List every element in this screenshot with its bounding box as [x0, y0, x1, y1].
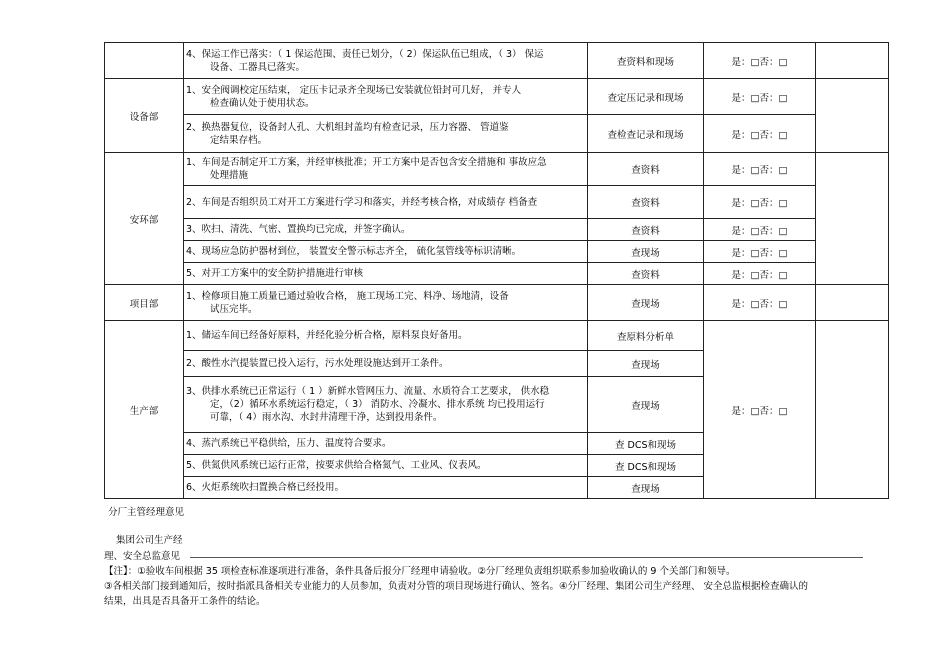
check-method: 查现场: [588, 351, 704, 377]
check-method: 查定压记录和现场: [588, 79, 704, 115]
check-item: [184, 219, 588, 241]
check-item: [184, 115, 588, 153]
check-item: [184, 186, 588, 219]
check-item-line: 1、检修项目施工质量已通过验收合格， 施工现场工完、料净、场地清，设备: [186, 290, 509, 302]
check-method: 查检查记录和现场: [588, 115, 704, 153]
check-item: [184, 351, 588, 377]
table-row: [105, 285, 889, 321]
check-result: 是：□否：□: [704, 79, 816, 115]
check-item-continuation: 定，（2）循环水系统运行稳定，（ 3） 消防水、冷凝水、排水系统 均已投用运行: [210, 399, 545, 410]
department-cell: 项目部: [105, 285, 184, 321]
table-row: [105, 241, 889, 263]
check-item: [184, 321, 588, 351]
signature-cell: [816, 43, 889, 79]
table-row: [105, 115, 889, 153]
opinion-fill-line: [190, 557, 863, 558]
check-result: 是：□否：□: [704, 285, 816, 321]
note-line-3: 结果，出具是否具备开工条件的结论。: [104, 596, 266, 607]
check-method: 查 DCS和现场: [588, 455, 704, 477]
check-item-line: 5、供氮供风系统已运行正常，按要求供给合格氮气、工业风、仪表风。: [186, 460, 487, 471]
check-item-line: 4、蒸汽系统已平稳供给，压力、温度符合要求。: [186, 438, 392, 449]
table-row: [105, 321, 889, 351]
check-method: 查资料和现场: [588, 43, 704, 79]
check-result: 是：□否：□: [704, 43, 816, 79]
group-opinion-label-line2: 理、安全总监意见: [104, 551, 181, 562]
check-result: 是：□否：□: [704, 115, 816, 153]
check-method: 查现场: [588, 241, 704, 263]
department-cell: 生产部: [105, 321, 184, 499]
check-item-continuation: 可靠，（ 4）雨水沟、水封井清理干净，达到投用条件。: [210, 412, 443, 423]
note-line-1: 【注】：①验收车间根据 35 项检查标准逐项进行准备，条件具备后报分厂经理申请验收。②分厂经理负责组织联系参加验收确认的 9 个关部门和领导。: [104, 566, 736, 577]
check-item-continuation: 试压完毕。: [210, 303, 258, 315]
department-cell: 安环部: [105, 153, 184, 285]
check-result: 是：□否：□: [704, 241, 816, 263]
check-result: 是：□否：□: [704, 153, 816, 186]
check-result: 是：□否：□: [704, 321, 816, 499]
check-item-line: 2、酸性水汽提装置已投入运行，污水处理设施达到开工条件。: [186, 358, 449, 369]
check-item-line: 1、安全阀调校定压结束， 定压卡记录齐全现场已安装就位铅封可几好， 并专人: [186, 84, 522, 96]
check-item: [184, 153, 588, 186]
check-item: [184, 477, 588, 499]
check-item-line: 2、车间是否组织员工对开工方案进行学习和落实，并经考核合格，对成绩存 档备查: [186, 196, 538, 208]
check-item: [184, 455, 588, 477]
check-item-line: 3、供排水系统已正常运行（ 1 ）新鲜水管网压力、流量、水质符合工艺要求， 供水稳: [186, 386, 550, 397]
check-item-line: 4、保运工作已落实：（ 1 保运范围、责任已划分，（ 2）保运队伍已组成，（ 3） 保运: [186, 48, 544, 60]
check-method: 查资料: [588, 186, 704, 219]
check-item-continuation: 定结果存档。: [210, 134, 268, 146]
check-method: 查现场: [588, 377, 704, 433]
check-method: 查 DCS和现场: [588, 433, 704, 455]
check-item: [184, 79, 588, 115]
signature-cell: [816, 79, 889, 153]
check-method: 查原料分析单: [588, 321, 704, 351]
check-method: 查资料: [588, 153, 704, 186]
check-item: [184, 285, 588, 321]
check-item-line: 1、车间是否制定开工方案，并经审核批准；开工方案中是否包含安全措施和 事故应急: [186, 157, 547, 168]
table-row: [105, 79, 889, 115]
signature-cell: [816, 321, 889, 499]
signature-cell: [816, 285, 889, 321]
check-item-line: 5、对开工方案中的安全防护措施进行审核: [186, 268, 364, 279]
check-item: [184, 263, 588, 285]
note-line-2: ③各相关部门接到通知后，按时指派具备相关专业能力的人员参加，负责对分管的项目现场进行确认、签名。④分厂经理、集团公司生产经理、 安全总监根据检查确认的: [104, 581, 809, 592]
check-result: 是：□否：□: [704, 263, 816, 285]
check-item-line: 3、吹扫、清洗、气密、置换均已完成，并签字确认。: [186, 224, 411, 235]
table-row: [105, 263, 889, 285]
table-row: [105, 153, 889, 186]
table-row: [105, 43, 889, 79]
check-item-line: 1、储运车间已经备好原料，并经化验分析合格，原料泵良好备用。: [186, 330, 468, 341]
signature-cell: [816, 153, 889, 285]
check-item-line: 2、换热器复位，设备封人孔、大机组封盖均有检查记录，压力容器、 管道鉴: [186, 121, 509, 133]
inspection-checklist-table: [104, 42, 889, 499]
check-item-continuation: 设备、工器具已落实。: [210, 61, 306, 73]
check-item: [184, 433, 588, 455]
check-method: 查现场: [588, 477, 704, 499]
manager-opinion-label: 分厂主管经理意见: [108, 507, 185, 518]
check-result: 是：□否：□: [704, 186, 816, 219]
check-method: 查现场: [588, 285, 704, 321]
check-item-line: 4、现场应急防护器材到位， 装置安全警示标志齐全， 硫化氢管线等标识清晰。: [186, 246, 522, 257]
check-item-line: 6、火炬系统吹扫置换合格已经投用。: [186, 482, 345, 493]
group-opinion-label-line1: 集团公司生产经: [116, 535, 183, 546]
check-item-continuation: 处理措施: [210, 170, 249, 181]
table-row: [105, 219, 889, 241]
check-method: 查资料: [588, 263, 704, 285]
check-item: [184, 43, 588, 79]
department-cell: 设备部: [105, 79, 184, 153]
check-item: [184, 377, 588, 433]
check-item-continuation: 检查确认处于使用状态。: [210, 97, 315, 109]
check-result: 是：□否：□: [704, 219, 816, 241]
check-method: 查资料: [588, 219, 704, 241]
table-row: [105, 186, 889, 219]
department-cell: [105, 43, 184, 79]
check-item: [184, 241, 588, 263]
